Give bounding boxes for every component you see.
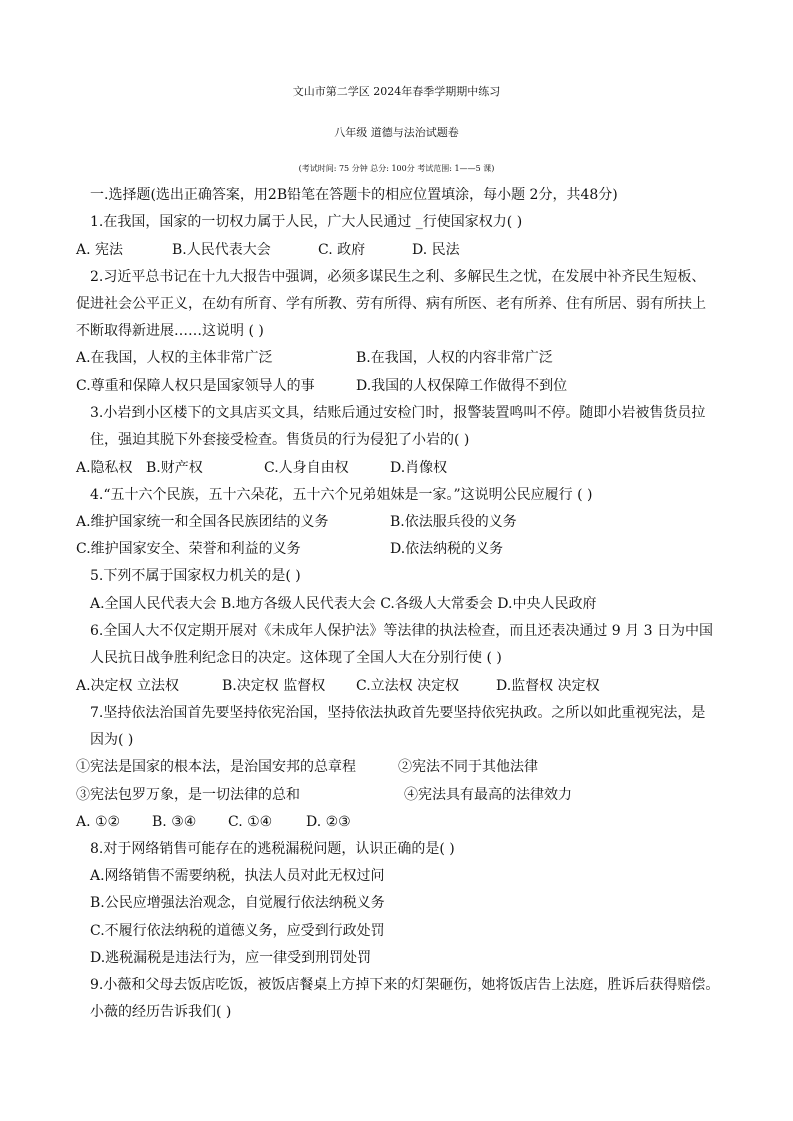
q1-stem: 1.在我国，国家的一切权力属于人民，广大人民通过 _行使国家权力( ) bbox=[90, 214, 523, 230]
q7-statement-1: ①宪法是国家的根本法，是治国安邦的总章程 bbox=[76, 759, 356, 775]
q7-line2: 因为( ) bbox=[90, 732, 134, 748]
q3-option-a: A.隐私权 bbox=[76, 460, 133, 476]
q4-option-a: A.维护国家统一和全国各民族团结的义务 bbox=[76, 514, 329, 530]
q2-line1: 2.习近平总书记在十九大报告中强调，必须多谋民生之利、多解民生之忧，在发展中补齐民生短板、 bbox=[90, 269, 706, 285]
q7-option-c: C. ①④ bbox=[228, 814, 273, 830]
q1-option-a: A. 宪法 bbox=[76, 242, 124, 258]
q6-option-b: B.决定权 监督权 bbox=[222, 678, 326, 694]
q8-option-a: A.网络销售不需要纳税，执法人员对此无权过问 bbox=[90, 868, 385, 884]
q2-option-d: D.我国的人权保障工作做得不到位 bbox=[356, 378, 568, 394]
q1-option-d: D. 民法 bbox=[412, 242, 460, 258]
q7-statement-3: ③宪法包罗万象，是一切法律的总和 bbox=[76, 787, 300, 803]
q8-option-b: B.公民应增强法治观念，自觉履行依法纳税义务 bbox=[90, 895, 385, 911]
q7-line1: 7.坚持依法治国首先要坚持依宪治国，坚持依法执政首先要坚持依宪执政。之所以如此重视宪法，是 bbox=[90, 705, 706, 721]
exam-subtitle: 八年级 道德与法治试题卷 bbox=[334, 126, 459, 139]
q7-statement-4: ④宪法具有最高的法律效力 bbox=[404, 787, 572, 803]
exam-info: (考试时间: 75 分钟 总分: 100分 考试范围: 1——5 课) bbox=[298, 164, 495, 173]
q1-option-b: B.人民代表大会 bbox=[172, 242, 271, 258]
q2-line3: 不断取得新进展……这说明 ( ) bbox=[76, 323, 264, 339]
q9-line1: 9.小薇和父母去饭店吃饭，被饭店餐桌上方掉下来的灯架砸伤，她将饭店告上法庭，胜诉后获得赔偿。 bbox=[90, 977, 720, 993]
q5-options: A.全国人民代表大会 B.地方各级人民代表大会 C.各级人大常委会 D.中央人民政府 bbox=[90, 596, 597, 612]
q6-option-d: D.监督权 决定权 bbox=[496, 678, 600, 694]
q3-line2: 住，强迫其脱下外套接受检查。售货员的行为侵犯了小岩的( ) bbox=[90, 432, 470, 448]
q8-option-d: D.逃税漏税是违法行为，应一律受到刑罚处罚 bbox=[90, 950, 372, 966]
q3-option-c: C.人身自由权 bbox=[264, 460, 349, 476]
q6-option-c: C.立法权 决定权 bbox=[356, 678, 460, 694]
q5-stem: 5.下列不属于国家权力机关的是( ) bbox=[90, 568, 301, 584]
exam-title: 文山市第二学区 2024年春季学期期中练习 bbox=[292, 85, 501, 98]
q7-option-a: A. ①② bbox=[76, 814, 121, 830]
q4-option-d: D.依法纳税的义务 bbox=[390, 541, 504, 557]
q2-option-b: B.在我国，人权的内容非常广泛 bbox=[356, 350, 553, 366]
q8-stem: 8.对于网络销售可能存在的逃税漏税问题，认识正确的是( ) bbox=[90, 841, 455, 857]
q6-line2: 人民抗日战争胜利纪念日的决定。这体现了全国人大在分别行使 ( ) bbox=[90, 650, 502, 666]
section-heading: 一.选择题(选出正确答案，用2B铅笔在答题卡的相应位置填涂，每小题 2分，共48分) bbox=[90, 187, 618, 203]
q6-line1: 6.全国人大不仅定期开展对《未成年人保护法》等法律的执法检查，而且还表决通过 9 月 3 日为中国 bbox=[90, 623, 713, 639]
q6-option-a: A.决定权 立法权 bbox=[76, 678, 180, 694]
q2-option-a: A.在我国，人权的主体非常广泛 bbox=[76, 350, 273, 366]
q2-option-c: C.尊重和保障人权只是国家领导人的事 bbox=[76, 378, 315, 394]
q7-option-b: B. ③④ bbox=[152, 814, 197, 830]
q1-option-c: C. 政府 bbox=[318, 242, 366, 258]
q4-stem: 4.“五十六个民族，五十六朵花，五十六个兄弟姐妹是一家。”这说明公民应履行 ( ) bbox=[90, 487, 593, 503]
q8-option-c: C.不履行依法纳税的道德义务，应受到行政处罚 bbox=[90, 923, 385, 939]
q7-option-d: D. ②③ bbox=[306, 814, 351, 830]
q4-option-b: B.依法服兵役的义务 bbox=[390, 514, 517, 530]
q7-statement-2: ②宪法不同于其他法律 bbox=[398, 759, 538, 775]
q3-option-b: B.财产权 bbox=[146, 460, 203, 476]
q9-line2: 小薇的经历告诉我们( ) bbox=[90, 1004, 232, 1020]
q4-option-c: C.维护国家安全、荣誉和利益的义务 bbox=[76, 541, 301, 557]
q2-line2: 促进社会公平正义，在幼有所育、学有所教、劳有所得、病有所医、老有所养、住有所居、弱有所扶上 bbox=[76, 296, 706, 312]
q3-option-d: D.肖像权 bbox=[390, 460, 448, 476]
q3-line1: 3.小岩到小区楼下的文具店买文具，结账后通过安检门时，报警装置鸣叫不停。随即小岩被售货员拉 bbox=[90, 405, 706, 421]
